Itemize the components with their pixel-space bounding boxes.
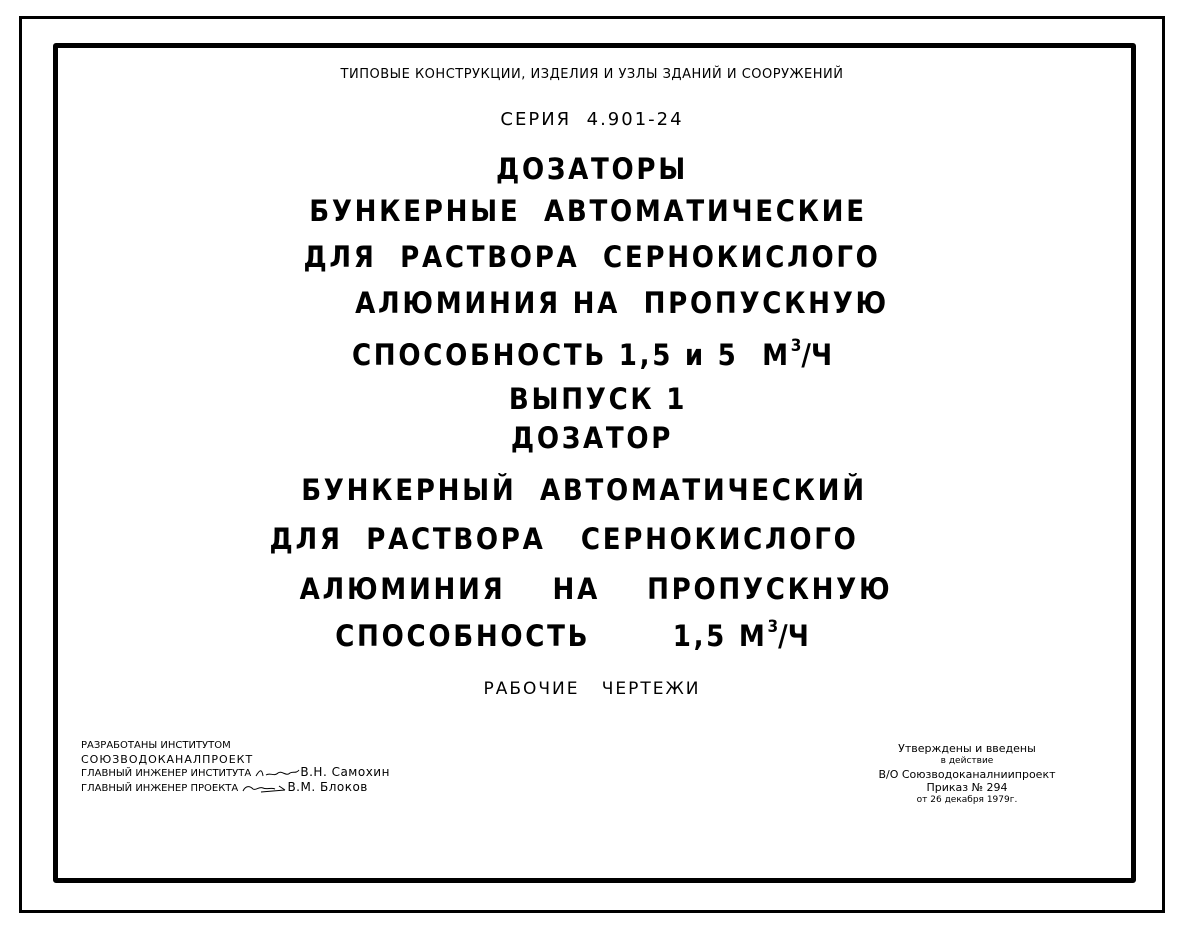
issue-number: ВЫПУСК 1 xyxy=(508,382,688,416)
chief-engineer-institute-label: ГЛАВНЫЙ ИНЖЕНЕР ИНСТИТУТА xyxy=(81,768,252,779)
chief-engineer-institute-row xyxy=(81,766,390,781)
chief-engineer-project-name: В.М. Блоков xyxy=(287,779,368,794)
developer-label: РАЗРАБОТАНЫ ИНСТИТУТОМ xyxy=(81,740,231,751)
signature-blokov-icon xyxy=(241,783,287,793)
approval-line-1: Утверждены и введены xyxy=(898,742,1036,755)
title-line-4: АЛЮМИНИЯ НА ПРОПУСКНУЮ xyxy=(355,286,889,320)
approval-line-5: от 26 декабря 1979г. xyxy=(916,795,1018,805)
approval-line-3: В/О Союзводоканалниипроект xyxy=(878,768,1056,781)
subtitle-line-4: АЛЮМИНИЯ НА ПРОПУСКНУЮ xyxy=(299,572,893,606)
approval-block xyxy=(852,742,1082,807)
approval-line-4: Приказ № 294 xyxy=(926,781,1008,794)
developer-organization: СОЮЗВОДОКАНАЛПРОЕКТ xyxy=(81,752,254,766)
chief-engineer-project-label: ГЛАВНЫЙ ИНЖЕНЕР ПРОЕКТА xyxy=(81,782,239,794)
capacity-2-suffix: /Ч xyxy=(778,619,809,653)
chief-engineer-institute-name: В.Н. Самохин xyxy=(300,765,390,779)
chief-engineer-project-row xyxy=(81,781,390,796)
developer-block xyxy=(81,739,390,795)
title-line-2: БУНКЕРНЫЕ АВТОМАТИЧЕСКИЕ xyxy=(309,194,867,228)
subtitle-line-2: БУНКЕРНЫЙ АВТОМАТИЧЕСКИЙ xyxy=(301,473,867,507)
subtitle-line-1: ДОЗАТОР xyxy=(510,421,674,455)
capacity-2-exponent: 3 xyxy=(767,617,779,637)
title-line-1: ДОЗАТОРЫ xyxy=(496,152,688,186)
capacity-1-exponent: 3 xyxy=(790,336,802,356)
signature-samokhin-icon xyxy=(254,768,300,778)
capacity-line-1 xyxy=(59,338,1125,370)
title-line-3: ДЛЯ РАСТВОРА СЕРНОКИСЛОГО xyxy=(303,240,881,274)
subtitle-line-3: ДЛЯ РАСТВОРА СЕРНОКИСЛОГО xyxy=(269,522,859,556)
drawing-type: РАБОЧИЕ ЧЕРТЕЖИ xyxy=(483,679,701,699)
series-number: СЕРИЯ 4.901-24 xyxy=(500,109,684,130)
capacity-1-suffix: /Ч xyxy=(801,338,833,372)
capacity-line-2 xyxy=(39,619,1105,651)
capacity-2-prefix: СПОСОБНОСТЬ 1,5 М xyxy=(335,619,768,653)
approval-line-2: в действие xyxy=(940,756,994,766)
capacity-1-prefix: СПОСОБНОСТЬ 1,5 и 5 М xyxy=(351,338,791,372)
header-line: ТИПОВЫЕ КОНСТРУКЦИИ, ИЗДЕЛИЯ И УЗЛЫ ЗДАНИЙ И СООРУЖЕНИЙ xyxy=(340,67,844,82)
